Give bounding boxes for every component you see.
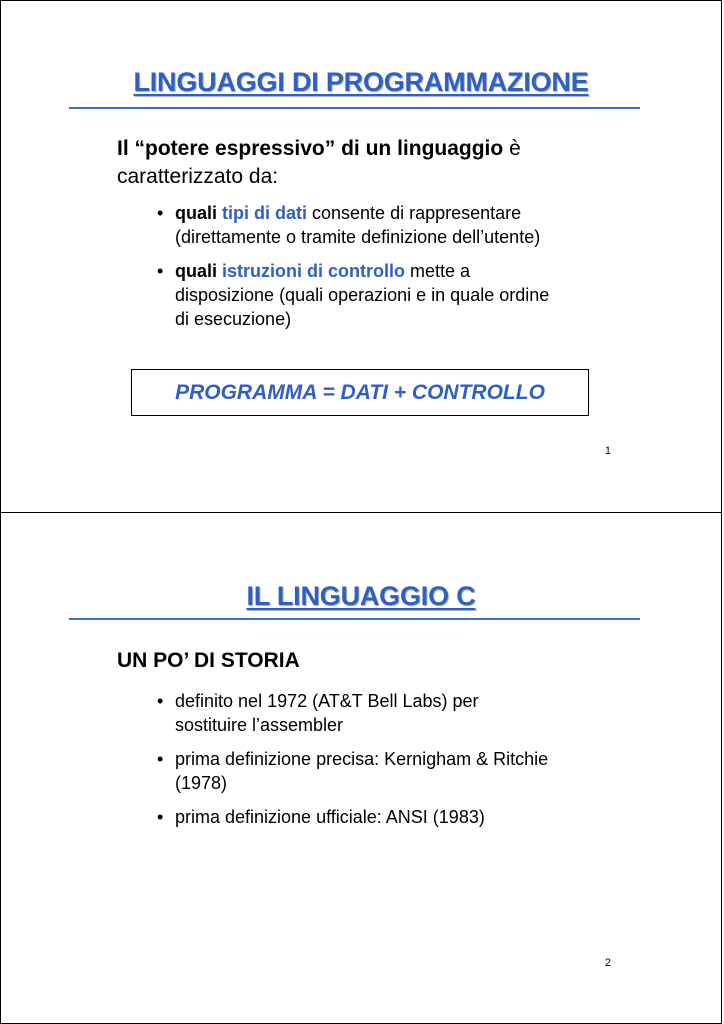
list-item bbox=[157, 805, 627, 829]
bullet-icon: • bbox=[157, 807, 164, 827]
subheading: UN PO’ DI STORIA bbox=[117, 649, 300, 672]
list-item bbox=[157, 259, 627, 331]
title-rule bbox=[69, 618, 640, 620]
slide-2 bbox=[0, 512, 722, 1024]
lead-bold: Il “potere espressivo” di un linguaggio bbox=[117, 137, 504, 160]
bullet-icon: • bbox=[157, 261, 164, 281]
bullet-line: (direttamente o tramite definizione dell’utente) bbox=[175, 227, 541, 247]
lead-line-1 bbox=[117, 135, 521, 163]
bullet-line: prima definizione ufficiale: ANSI (1983) bbox=[175, 807, 485, 827]
slide-2-bullets bbox=[157, 689, 627, 839]
bullet-bold: quali bbox=[175, 261, 223, 281]
slide-1 bbox=[0, 0, 722, 513]
lead-line-2: caratterizzato da: bbox=[117, 165, 279, 188]
bullet-line: (1978) bbox=[175, 773, 228, 793]
bullet-rest: mette a bbox=[405, 261, 471, 281]
bullet-highlight: tipi di dati bbox=[222, 203, 308, 223]
slide-1-bullets bbox=[157, 201, 627, 341]
list-item bbox=[157, 201, 627, 249]
bullet-rest: consente di rappresentare bbox=[307, 203, 522, 223]
lead-tail: è bbox=[503, 137, 521, 160]
list-item bbox=[157, 689, 627, 737]
bullet-line: sostituire l’assembler bbox=[175, 715, 344, 735]
bullet-line: definito nel 1972 (AT&T Bell Labs) per bbox=[175, 691, 479, 711]
bullet-icon: • bbox=[157, 749, 164, 769]
bullet-line: di esecuzione) bbox=[175, 309, 292, 329]
list-item bbox=[157, 747, 627, 795]
page-number: 2 bbox=[604, 957, 611, 969]
slide-1-title: LINGUAGGI DI PROGRAMMAZIONE bbox=[133, 67, 589, 97]
title-rule bbox=[69, 107, 640, 109]
bullet-icon: • bbox=[157, 203, 164, 223]
bullet-highlight: istruzioni di controllo bbox=[222, 261, 406, 281]
slide-2-title: IL LINGUAGGIO C bbox=[246, 581, 476, 611]
bullet-line: prima definizione precisa: Kernigham & Ritchie bbox=[175, 749, 549, 769]
page-number: 1 bbox=[604, 445, 611, 457]
bullet-line: disposizione (quali operazioni e in quale ordine bbox=[175, 285, 550, 305]
lead-text bbox=[117, 135, 521, 191]
bullet-bold: quali bbox=[175, 203, 223, 223]
bullet-icon: • bbox=[157, 691, 164, 711]
formula-box: PROGRAMMA = DATI + CONTROLLO bbox=[131, 369, 589, 416]
